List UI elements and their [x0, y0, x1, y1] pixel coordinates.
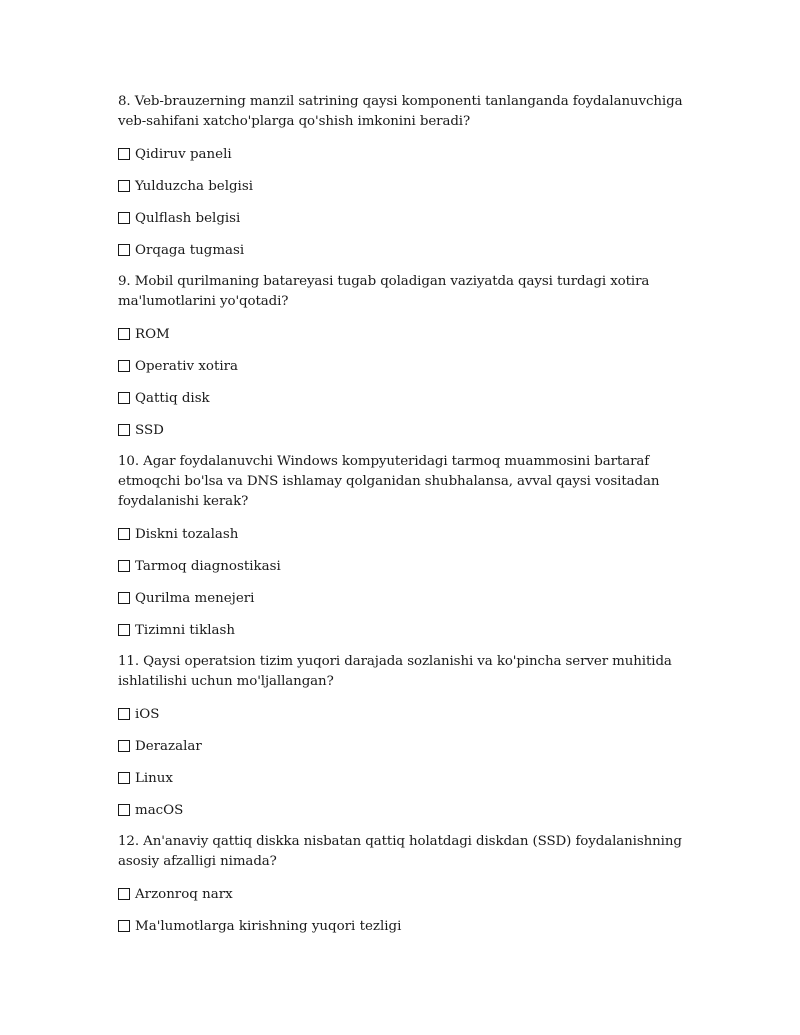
checkbox-icon[interactable] [118, 528, 130, 540]
option-label: Tarmoq diagnostikasi [135, 558, 281, 574]
option-label: Qidiruv paneli [135, 146, 232, 162]
checkbox-icon[interactable] [118, 888, 130, 900]
answer-option[interactable] [118, 588, 693, 608]
answer-option[interactable] [118, 388, 693, 408]
checkbox-icon[interactable] [118, 708, 130, 720]
option-label: Linux [135, 770, 173, 786]
checkbox-icon[interactable] [118, 392, 130, 404]
checkbox-icon[interactable] [118, 772, 130, 784]
answer-option[interactable] [118, 800, 693, 820]
question-text: 10. Agar foydalanuvchi Windows kompyuteridagi tarmoq muammosini bartaraf etmoqchi bo'lsa va DNS ishlamay qolganidan shubhalansa, avval qaysi vositadan foydalanishi kerak? [118, 454, 660, 509]
answer-option[interactable] [118, 208, 693, 228]
option-label: Qattiq disk [135, 390, 210, 406]
checkbox-icon[interactable] [118, 148, 130, 160]
checkbox-icon[interactable] [118, 180, 130, 192]
answer-option[interactable] [118, 144, 693, 164]
option-label: iOS [135, 706, 160, 722]
checkbox-icon[interactable] [118, 804, 130, 816]
question-9 [118, 272, 693, 440]
option-label: macOS [135, 802, 184, 818]
question-text: 11. Qaysi operatsion tizim yuqori darajada sozlanishi va ko'pincha server muhitida ishlatilishi uchun mo'ljallangan? [118, 654, 672, 689]
answer-option[interactable] [118, 176, 693, 196]
option-label: Operativ xotira [135, 358, 239, 374]
question-8 [118, 92, 693, 260]
answer-option[interactable] [118, 736, 693, 756]
document-page [118, 92, 693, 948]
checkbox-icon[interactable] [118, 920, 130, 932]
answer-option[interactable] [118, 240, 693, 260]
checkbox-icon[interactable] [118, 212, 130, 224]
option-label: Arzonroq narx [135, 886, 233, 902]
option-label: Diskni tozalash [135, 526, 239, 542]
option-label: Tizimni tiklash [135, 622, 235, 638]
option-label: Yulduzcha belgisi [135, 178, 253, 194]
question-11 [118, 652, 693, 820]
option-label: Derazalar [135, 738, 202, 754]
question-text: 9. Mobil qurilmaning batareyasi tugab qoladigan vaziyatda qaysi turdagi xotira ma'lumotlarini yo'qotadi? [118, 274, 650, 309]
answer-option[interactable] [118, 884, 693, 904]
option-label: SSD [135, 422, 164, 438]
checkbox-icon[interactable] [118, 360, 130, 372]
answer-option[interactable] [118, 620, 693, 640]
checkbox-icon[interactable] [118, 740, 130, 752]
checkbox-icon[interactable] [118, 424, 130, 436]
option-label: Ma'lumotlarga kirishning yuqori tezligi [135, 918, 402, 934]
answer-option[interactable] [118, 324, 693, 344]
question-12 [118, 832, 693, 936]
option-label: Qurilma menejeri [135, 590, 255, 606]
option-label: Qulflash belgisi [135, 210, 241, 226]
answer-option[interactable] [118, 704, 693, 724]
checkbox-icon[interactable] [118, 624, 130, 636]
option-label: Orqaga tugmasi [135, 242, 245, 258]
checkbox-icon[interactable] [118, 592, 130, 604]
checkbox-icon[interactable] [118, 560, 130, 572]
answer-option[interactable] [118, 768, 693, 788]
question-10 [118, 452, 693, 640]
question-text: 12. An'anaviy qattiq diskka nisbatan qattiq holatdagi diskdan (SSD) foydalanishning asosiy afzalligi nimada? [118, 834, 682, 869]
answer-option[interactable] [118, 420, 693, 440]
answer-option[interactable] [118, 916, 693, 936]
question-text: 8. Veb-brauzerning manzil satrining qaysi komponenti tanlanganda foydalanuvchiga veb-sahifani xatcho'plarga qo'shish imkonini beradi? [118, 94, 683, 129]
checkbox-icon[interactable] [118, 328, 130, 340]
checkbox-icon[interactable] [118, 244, 130, 256]
answer-option[interactable] [118, 356, 693, 376]
option-label: ROM [135, 326, 170, 342]
answer-option[interactable] [118, 556, 693, 576]
answer-option[interactable] [118, 524, 693, 544]
